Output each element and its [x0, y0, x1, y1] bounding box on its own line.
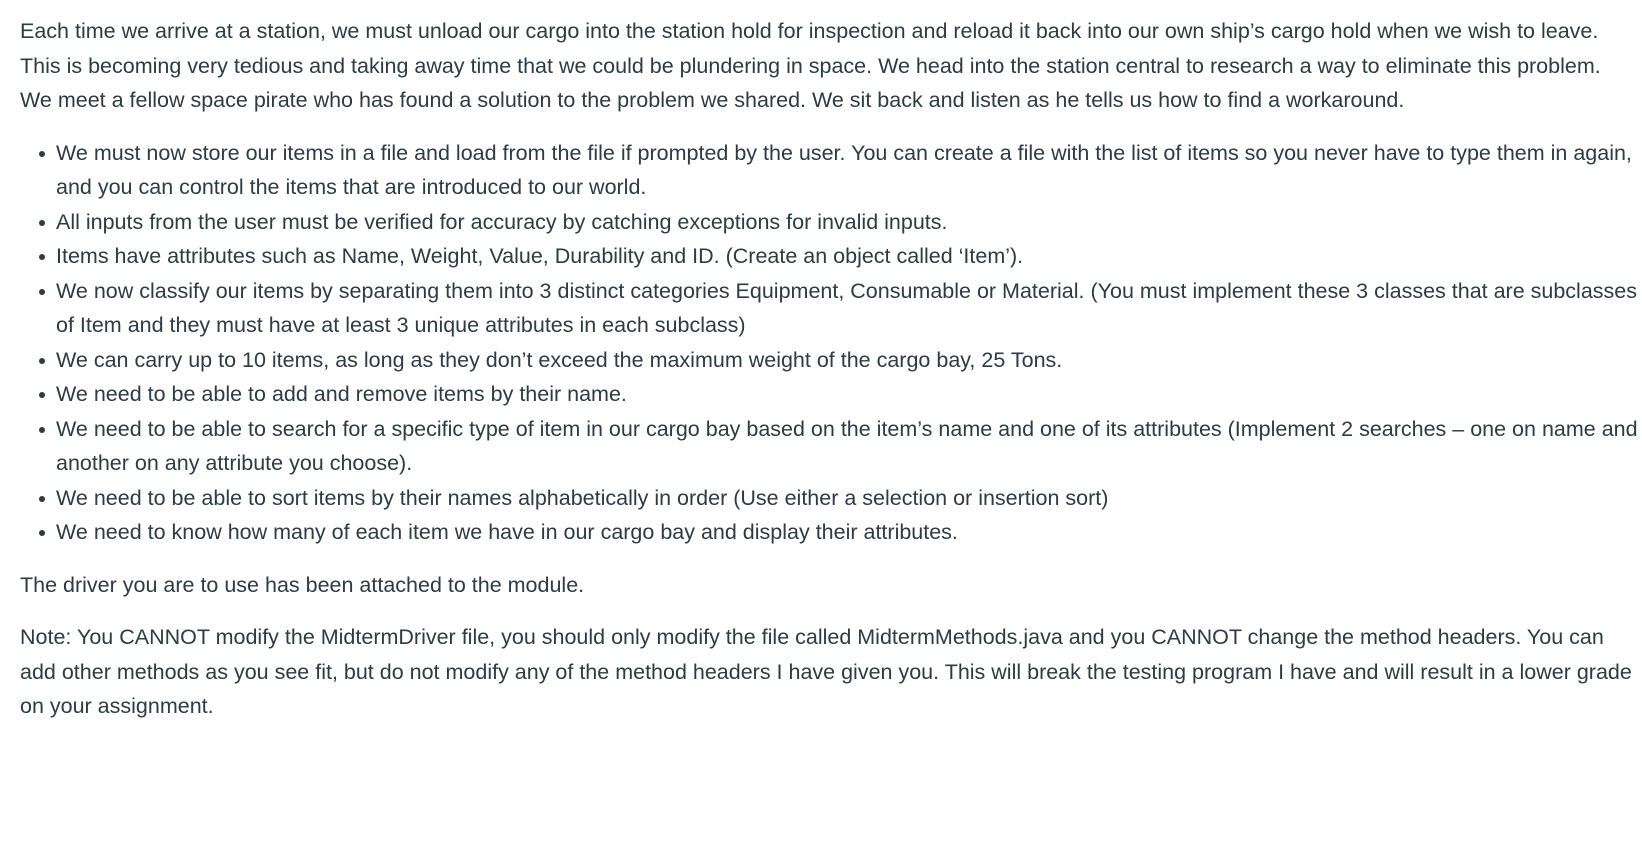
list-item: We must now store our items in a file and load from the file if prompted by the user. You can create a file with the list of items so you never have to type them in again, and you can control the items that are introduced to our world.	[56, 136, 1638, 205]
list-item: We need to know how many of each item we have in our cargo bay and display their attributes.	[56, 515, 1638, 550]
list-item: We now classify our items by separating them into 3 distinct categories Equipment, Consumable or Material. (You must implement these 3 classes that are subclasses of Item and they must have at least 3 unique attributes in each subclass)	[56, 274, 1638, 343]
list-item: We need to be able to add and remove items by their name.	[56, 377, 1638, 412]
list-item: We need to be able to sort items by their names alphabetically in order (Use either a selection or insertion sort)	[56, 481, 1638, 516]
requirements-list	[20, 136, 1638, 550]
driver-paragraph: The driver you are to use has been attached to the module.	[20, 572, 585, 597]
list-item: All inputs from the user must be verified for accuracy by catching exceptions for invalid inputs.	[56, 205, 1638, 240]
list-item: We need to be able to search for a specific type of item in our cargo bay based on the item’s name and one of its attributes (Implement 2 searches – one on name and another on any attribute you choose).	[56, 412, 1638, 481]
note-paragraph: Note: You CANNOT modify the MidtermDriver file, you should only modify the file called MidtermMethods.java and you CANNOT change the method headers. You can add other methods as you see fit, but do not modify any of the method headers I have given you. This will break the testing program I have and will result in a lower grade on your assignment.	[20, 625, 1632, 718]
list-item: Items have attributes such as Name, Weight, Value, Durability and ID. (Create an object called ‘Item’).	[56, 239, 1638, 274]
list-item: We can carry up to 10 items, as long as they don’t exceed the maximum weight of the cargo bay, 25 Tons.	[56, 343, 1638, 378]
intro-paragraph: Each time we arrive at a station, we must unload our cargo into the station hold for inspection and reload it back into our own ship’s cargo hold when we wish to leave. This is becoming very tedious and taking away time that we could be plundering in space. We head into the station central to research a way to eliminate this problem. We meet a fellow space pirate who has found a solution to the problem we shared. We sit back and listen as he tells us how to find a workaround.	[20, 19, 1601, 112]
